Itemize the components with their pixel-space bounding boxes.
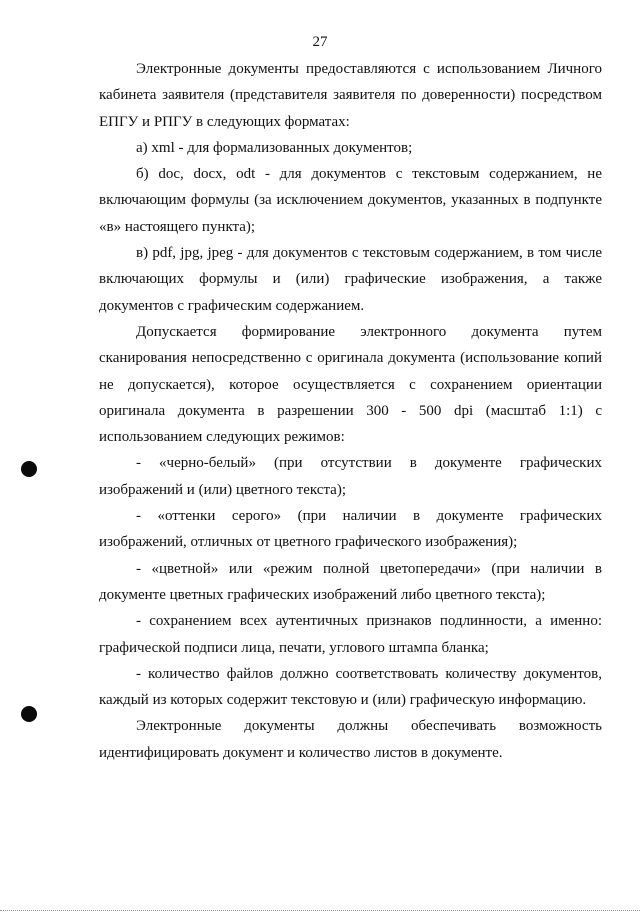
document-body: [99, 56, 602, 766]
text-line: Электронные документы предоставляются с использованием Личного: [136, 61, 602, 77]
text-line: - «цветной» или «режим полной цветопередачи» (при наличии в: [136, 560, 602, 577]
text-line: включающих формулы и (или) графические изображения, а также: [99, 271, 602, 288]
text-line: изображений и (или) цветного текста);: [99, 481, 347, 498]
text-line: - «оттенки серого» (при наличии в документе графических: [136, 508, 602, 525]
text-line: не допускается), которое осуществляется с сохранением ориентации: [99, 376, 602, 393]
text-line: Допускается формирование электронного документа путем: [136, 323, 602, 340]
text-line: документов с графическим содержанием.: [99, 297, 365, 314]
text-line: идентифицировать документ и количество листов в документе.: [99, 744, 503, 761]
punch-hole: [21, 461, 37, 477]
page-number: 27: [312, 34, 328, 50]
text-line: кабинета заявителя (представителя заявителя по доверенности) посредством: [99, 87, 602, 104]
punch-hole: [21, 706, 37, 722]
text-line: использованием следующих режимов:: [99, 429, 345, 446]
text-line: оригинала документа в разрешении 300 - 500 dpi (масштаб 1:1) с: [99, 402, 602, 419]
text-line: документе цветных графических изображений либо цветного текста);: [99, 586, 546, 603]
text-line: - «черно-белый» (при отсутствии в документе графических: [136, 455, 602, 472]
text-line: а) xml - для формализованных документов;: [136, 139, 413, 156]
page-bottom-edge: [0, 910, 640, 911]
text-line: включающим формулы (за исключением документов, указанных в подпункте: [99, 192, 602, 209]
text-line: «в» настоящего пункта);: [99, 218, 256, 235]
text-line: сканирования непосредственно с оригинала документа (использование копий: [99, 350, 602, 367]
text-line: изображений, отличных от цветного графического изображения);: [99, 534, 518, 551]
text-line: графической подписи лица, печати, углового штампа бланка;: [99, 639, 489, 656]
text-line: - количество файлов должно соответствовать количеству документов,: [136, 665, 602, 682]
text-line: ЕПГУ и РПГУ в следующих форматах:: [99, 113, 350, 130]
text-line: - сохранением всех аутентичных признаков подлинности, а именно:: [136, 613, 602, 630]
text-line: каждый из которых содержит текстовую и (или) графическую информацию.: [99, 692, 587, 709]
text-line: б) doc, docx, odt - для документов с текстовым содержанием, не: [136, 166, 602, 183]
text-line: в) pdf, jpg, jpeg - для документов с текстовым содержанием, в том числе: [136, 245, 602, 262]
text-line: Электронные документы должны обеспечивать возможность: [136, 718, 602, 735]
